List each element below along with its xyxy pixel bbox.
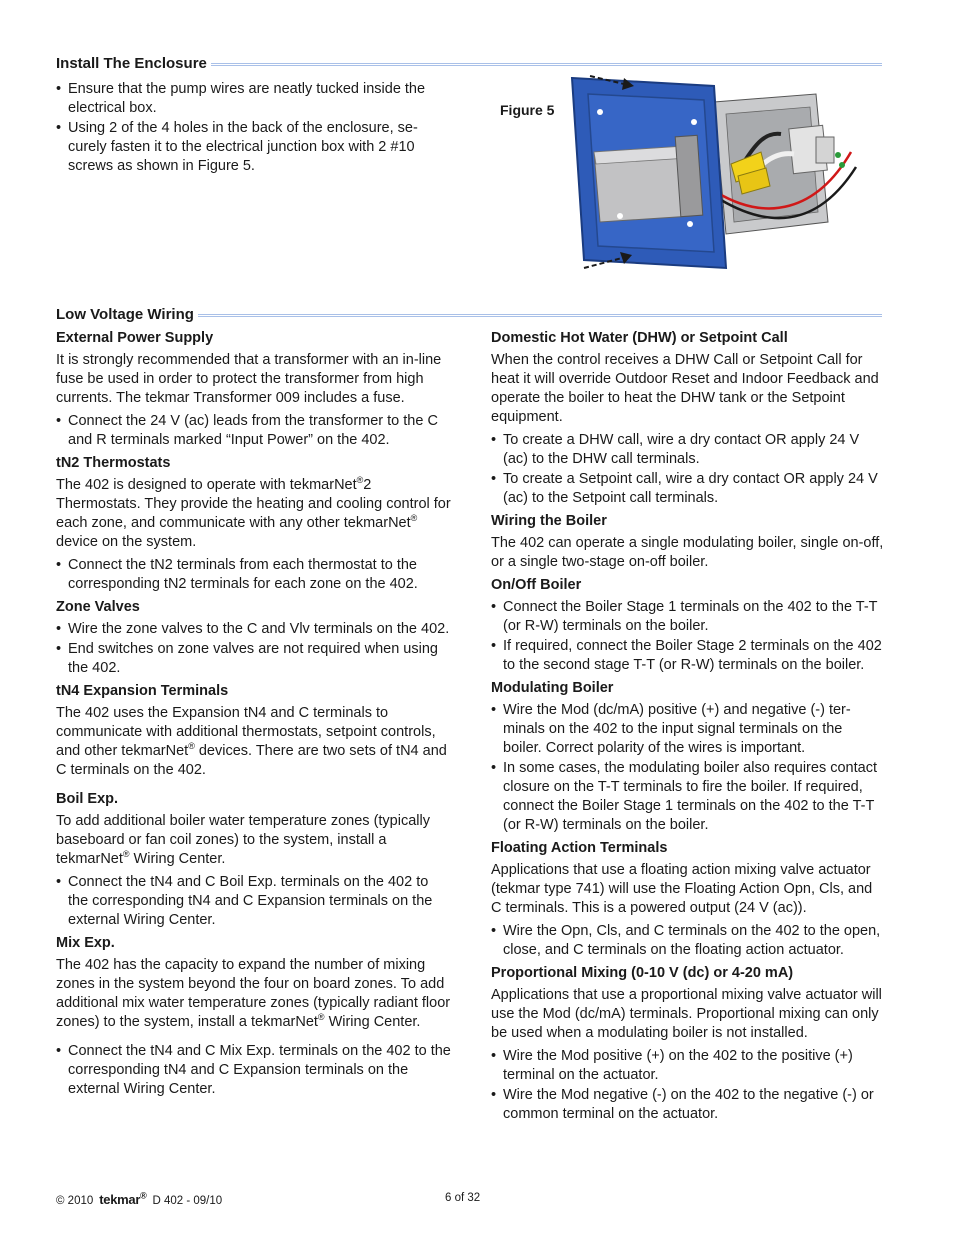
heading-mix-exp: Mix Exp. <box>56 935 115 951</box>
list <box>491 701 885 835</box>
section-header-low-voltage <box>56 304 882 324</box>
section-title: Install The Enclosure <box>56 54 207 72</box>
paragraph: The 402 can operate a single modulating boiler, single on-off, or a single two-stage on-off boiler. <box>491 535 884 570</box>
list-item: • Wire the Mod positive (+) on the 402 to the positive (+) terminal on the actuator. <box>491 1047 885 1085</box>
list-item: • Connect the tN4 and C Mix Exp. terminals on the 402 to the corresponding tN4 and C Expansion terminals on the external Wiring Center. <box>56 1042 452 1099</box>
install-list <box>56 80 452 176</box>
enclosure-body <box>572 78 726 268</box>
right-column <box>491 329 885 1128</box>
list <box>56 412 452 450</box>
heading-modulating-boiler: Modulating Boiler <box>491 680 614 696</box>
list-item: • To create a DHW call, wire a dry contact OR apply 24 V (ac) to the DHW call terminals. <box>491 431 885 469</box>
list-item: • End switches on zone valves are not required when using the 402. <box>56 640 452 678</box>
left-column <box>56 329 452 1103</box>
brand-logo: tekmar® <box>99 1190 147 1207</box>
heading-floating-action: Floating Action Terminals <box>491 840 668 856</box>
heading-onoff-boiler: On/Off Boiler <box>491 577 582 593</box>
footer-left <box>56 1192 222 1207</box>
list <box>491 1047 885 1124</box>
section-header-install <box>56 53 882 73</box>
heading-tn2-thermostats: tN2 Thermostats <box>56 455 171 471</box>
list <box>491 598 885 675</box>
list-item: • Connect the Boiler Stage 1 terminals on the 402 to the T-T (or R-W) terminals on the boiler. <box>491 598 885 636</box>
heading-zone-valves: Zone Valves <box>56 599 140 615</box>
list <box>491 431 885 508</box>
document-id: D 402 - 09/10 <box>152 1195 223 1207</box>
heading-tn4-expansion: tN4 Expansion Terminals <box>56 683 229 699</box>
figure-label: Figure 5 <box>500 102 555 118</box>
list-item: • To create a Setpoint call, wire a dry contact OR apply 24 V (ac) to the Setpoint call terminals. <box>491 470 885 508</box>
paragraph: The 402 has the capacity to expand the number of mixing zones in the system beyond the four on board zones. To add additional mix water temperature zones (typically radiant floor zones) to the system, install a tekmarNet® Wiring Center. <box>56 957 451 1030</box>
list-item: • If required, connect the Boiler Stage 2 terminals on the 402 to the second stage T-T (or R-W) terminals on the boiler. <box>491 637 885 675</box>
list-item: • Ensure that the pump wires are neatly tucked inside the electrical box. <box>56 80 452 118</box>
page-number: 6 of 32 <box>445 1192 481 1204</box>
list-item: • Connect the tN2 terminals from each thermostat to the corresponding tN2 terminals for each zone on the 402. <box>56 556 452 594</box>
paragraph: Applications that use a floating action mixing valve actuator (tekmar type 741) will use the Floating Action Opn, Cls, and C terminals. This is a powered output (24 V (ac)). <box>491 862 873 916</box>
enclosure-figure <box>566 72 866 282</box>
list-item: • In some cases, the modulating boiler also requires contact closure on the T-T terminals to fire the boiler. If required, connect the Boiler Stage 1 terminals on the 402 to the T-T (or R-W) terminals on the boiler. <box>491 759 885 835</box>
list <box>491 922 885 960</box>
list <box>56 556 452 594</box>
list <box>56 873 452 930</box>
list-item: • Connect the tN4 and C Boil Exp. terminals on the 402 to the corresponding tN4 and C Expansion terminals on the external Wiring Center. <box>56 873 452 930</box>
list-item: • Wire the Mod (dc/mA) positive (+) and negative (-) ter- minals on the 402 to the input signal terminals on the boiler. Correct polarity of the wires is important. <box>491 701 885 758</box>
paragraph: It is strongly recommended that a transformer with an in-line fuse be used in order to protect the transformer from high currents. The tekmar Transformer 009 includes a fuse. <box>56 352 442 406</box>
section-rule <box>211 63 882 66</box>
list-item: • Wire the Mod negative (-) on the 402 to the negative (-) or common terminal on the actuator. <box>491 1086 885 1124</box>
heading-external-power: External Power Supply <box>56 330 214 346</box>
copyright: © 2010 <box>56 1195 94 1207</box>
list <box>56 620 452 678</box>
paragraph: The 402 is designed to operate with tekmarNet®2 Thermostats. They provide the heating and cooling control for each zone, and communicate with any other tekmarNet® device on the system. <box>56 475 451 550</box>
list-item: • Using 2 of the 4 holes in the back of the enclosure, se- curely fasten it to the electrical junction box with 2 #10 screws as shown in Figure 5. <box>56 119 452 176</box>
paragraph: Applications that use a proportional mixing valve actuator will use the Mod (dc/mA) terminals. Proportional mixing can only be used when a modulating boiler is not installed. <box>491 987 882 1041</box>
list <box>56 1042 452 1099</box>
heading-proportional-mixing: Proportional Mixing (0-10 V (dc) or 4-20 mA) <box>491 965 794 981</box>
paragraph: The 402 uses the Expansion tN4 and C terminals to communicate with additional thermostats, setpoint controls, and other tekmarNet® devices. There are two sets of tN4 and C terminals on the 402. <box>56 705 447 778</box>
list-item: • Wire the Opn, Cls, and C terminals on the 402 to the open, close, and C terminals on the floating action actuator. <box>491 922 885 960</box>
paragraph: To add additional boiler water temperature zones (typically baseboard or fan coil zones) to the system, install a tekmarNet® Wiring Center. <box>56 813 430 867</box>
section-rule <box>198 314 882 317</box>
list-item: • Connect the 24 V (ac) leads from the transformer to the C and R terminals marked “Input Power” on the 402. <box>56 412 452 450</box>
heading-boil-exp: Boil Exp. <box>56 791 119 807</box>
install-text <box>56 80 452 180</box>
heading-dhw: Domestic Hot Water (DHW) or Setpoint Call <box>491 330 788 346</box>
section-title: Low Voltage Wiring <box>56 305 194 323</box>
heading-wiring-boiler: Wiring the Boiler <box>491 513 607 529</box>
list-item: • Wire the zone valves to the C and Vlv terminals on the 402. <box>56 620 452 639</box>
paragraph: When the control receives a DHW Call or Setpoint Call for heat it will override Outdoor Reset and Indoor Feedback and operate the boiler to heat the DHW tank or the Setpoint equipment. <box>491 352 879 425</box>
